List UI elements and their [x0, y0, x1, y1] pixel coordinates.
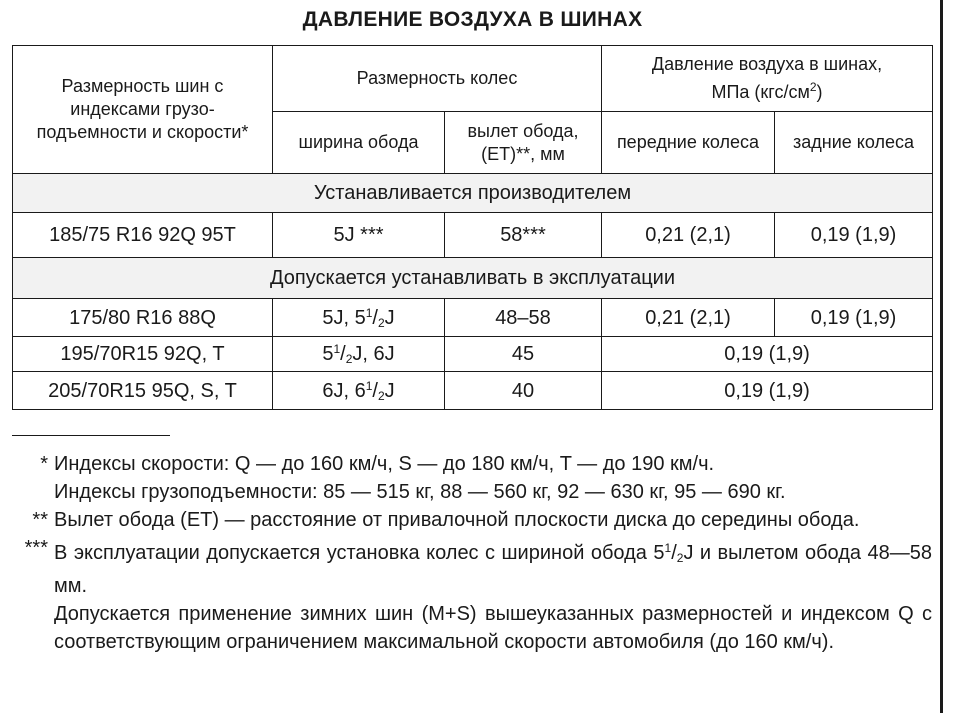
rim-width-b: J: [384, 379, 395, 402]
rim-width-a: 5J, 5: [322, 306, 366, 329]
fraction-denominator: 2: [345, 352, 353, 366]
cell-rim-offset: 58***: [445, 213, 602, 258]
footnote-operation: [0, 534, 940, 656]
page-edge-rule: [940, 0, 943, 713]
page-title: ДАВЛЕНИЕ ВОЗДУХА В ШИНАХ: [302, 8, 643, 31]
cell-pressure-both: 0,19 (1,9): [602, 372, 933, 410]
footnote-mark: *: [40, 453, 48, 475]
section-allowed: Допускается устанавливать в эксплуатации: [13, 258, 933, 299]
cell-tire: 185/75 R16 92Q 95T: [13, 213, 273, 258]
header-rear-wheels: задние колеса: [775, 112, 933, 174]
cell-rim-offset: 48–58: [445, 299, 602, 337]
tire-pressure-table: [12, 45, 933, 410]
cell-front: 0,21 (2,1): [602, 299, 775, 337]
fraction-denominator: 2: [377, 315, 385, 330]
footnote-speed-index: Индексы скорости: Q — до 160 км/ч, S — до 180 км/ч, T — до 190 км/ч.: [54, 453, 715, 475]
footnote-mark: **: [32, 509, 48, 531]
table-row: [13, 372, 933, 410]
rim-width-b: J: [384, 306, 395, 329]
footnote-offset: [0, 506, 940, 534]
fraction-denominator: 2: [676, 551, 684, 565]
footnotes: [0, 450, 940, 656]
header-pressure-exponent: 2: [809, 80, 817, 94]
footnote-offset-text: Вылет обода (ET) — расстояние от привалочной плоскости диска до середины обода.: [54, 509, 860, 531]
cell-pressure-both: 0,19 (1,9): [602, 337, 933, 372]
table-row: [13, 299, 933, 337]
footnote-operation-a: В эксплуатации допускается установка колес с шириной обода 5: [54, 542, 665, 564]
header-pressure-line1: Давление воздуха в шинах,: [651, 54, 883, 74]
cell-tire: 205/70R15 95Q, S, T: [13, 372, 273, 410]
fraction-numerator: 1: [365, 378, 373, 393]
footnote-mark: ***: [24, 537, 48, 559]
fraction-denominator: 2: [377, 388, 385, 403]
header-pressure-close: ): [816, 82, 823, 102]
footnote-operation-b: J и вылетом обода 48—58 мм.: [54, 542, 932, 597]
cell-rear: 0,19 (1,9): [775, 299, 933, 337]
fraction-numerator: 1: [333, 342, 341, 356]
fraction-numerator: 1: [365, 305, 373, 320]
header-rim-width: ширина обода: [273, 112, 445, 174]
cell-tire: 175/80 R16 88Q: [13, 299, 273, 337]
rim-width-b: J, 6J: [352, 343, 395, 365]
footnote-winter-tires: Допускается применение зимних шин (M+S) вышеуказанных размерностей и индексом Q с соответствующим ограничением максимальной скорости автомобиля (до 160 км/ч).: [54, 603, 932, 653]
cell-rear: 0,19 (1,9): [775, 213, 933, 258]
header-rim-offset: вылет обода, (ET)**, мм: [445, 112, 602, 174]
cell-rim-offset: 40: [445, 372, 602, 410]
footnote-separator: [12, 435, 170, 436]
footnote-load-index: Индексы грузоподъемности: 85 — 515 кг, 88 — 560 кг, 92 — 630 кг, 95 — 690 кг.: [54, 481, 786, 503]
cell-rim-width: $5^1/_2J$, 6J: [273, 337, 445, 372]
rim-width-a: 6J, 6: [322, 379, 366, 402]
cell-rim-offset: 45: [445, 337, 602, 372]
section-factory: Устанавливается производителем: [13, 174, 933, 213]
table-row: [13, 337, 933, 372]
rim-width-a: 5: [322, 343, 334, 365]
cell-rim-width: 5J ***: [273, 213, 445, 258]
header-pressure-unit: МПа (кгс/см: [711, 82, 810, 102]
footnote-speed-load: [0, 450, 940, 506]
cell-tire: 195/70R15 92Q, T: [13, 337, 273, 372]
header-wheel-size: Размерность колес: [273, 46, 602, 112]
fraction-numerator: 1: [664, 541, 672, 555]
header-pressure: [602, 46, 933, 112]
footnote-operation-text: В эксплуатации допускается установка колес с шириной обода $5^1/_2J$ и вылетом обода 48—58 мм.: [54, 541, 932, 597]
cell-front: 0,21 (2,1): [602, 213, 775, 258]
header-front-wheels: передние колеса: [602, 112, 775, 174]
cell-rim-width: 5J, $5^1/_2J$: [273, 299, 445, 337]
cell-rim-width: 6J, $6^1/_2J$: [273, 372, 445, 410]
table-row: [13, 213, 933, 258]
header-tire-size: Размерность шин с индексами грузо-подъемности и скорости*: [13, 46, 273, 174]
